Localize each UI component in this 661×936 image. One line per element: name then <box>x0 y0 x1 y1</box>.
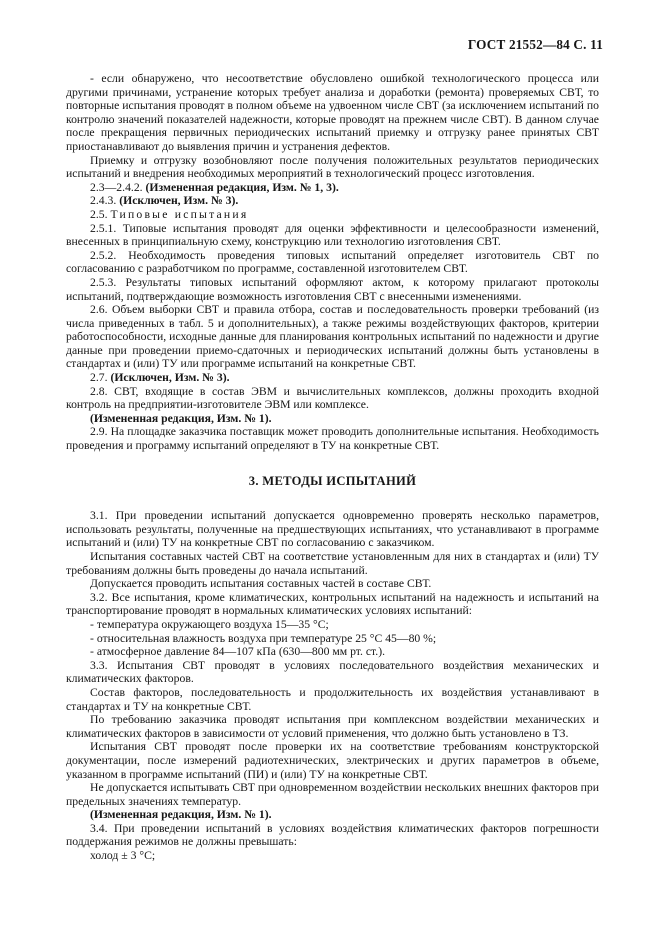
list-item: - относительная влажность воздуха при температуре 25 °С 45—80 %; <box>90 631 437 645</box>
clause-number: 2.3—2.4.2. <box>90 180 143 194</box>
paragraph: Не допускается испытывать СВТ при одновременном воздействии нескольких внешних факторов при предельных значениях температур. <box>66 781 599 808</box>
paragraph: 3.2. Все испытания, кроме климатических, контрольных испытаний на надежность и испытаний на транспортирование проводят в нормальных климатических условиях испытаний: <box>66 590 599 618</box>
list-item: - атмосферное давление 84—107 кПа (630—800 мм рт. ст.). <box>90 645 386 659</box>
clause-2-5-heading <box>66 208 599 222</box>
paragraph: 3.4. При проведении испытаний в условиях воздействия климатических факторов погрешности поддержания режимов не должны превышать: <box>66 821 599 849</box>
paragraph: холод ± 3 °С; <box>90 849 156 863</box>
paragraph: 2.8. СВТ, входящие в состав ЭВМ и вычислительных комплексов, должны проходить входной контроль на предприятии-изготовителе ЭВМ или комплексе. <box>66 384 599 412</box>
amendment-note: (Измененная редакция, Изм. № 1). <box>90 411 272 425</box>
paragraph: 2.6. Объем выборки СВТ и правила отбора, состав и последовательность проверки требований (из числа приведенных в табл. 5 и дополнительных), а также режимы воздействующих факторов, критерии работоспособности, исходные данные для планирования контрольных испытаний по надежности и другие данные при проведении приемо-сдаточных и периодических испытаний должны быть установлены в стандартах и (или) ТУ или программе испытаний на конкретные СВТ. <box>66 303 599 371</box>
paragraph: 2.5.1. Типовые испытания проводят для оценки эффективности и целесообразности изменений, внесенных в принципиальную схему, конструкцию или технологию изготовления СВТ. <box>66 221 599 249</box>
paragraph: 3.3. Испытания СВТ проводят в условиях последовательного воздействия механических и климатических факторов. <box>66 658 599 686</box>
clause-number: 2.5. <box>90 207 108 221</box>
paragraph: Приемку и отгрузку возобновляют после получения положительных результатов периодических испытаний и внедрения необходимых мероприятий в технологический процесс изготовления. <box>66 153 599 181</box>
paragraph: 2.5.3. Результаты типовых испытаний оформляют актом, к которому прилагают протоколы испытаний, подтверждающие возможность изготовления СВТ с внесенными изменениями. <box>66 275 599 303</box>
paragraph: Испытания составных частей СВТ на соответствие установленным для них в стандартах и (или) ТУ требованиям должны быть проведены до начала испытаний. <box>66 550 599 577</box>
paragraph: 3.1. При проведении испытаний допускается одновременно проверять несколько параметров, использовать результаты, полученные на предшествующих испытаниях, что устанавливают в программе испытаний и (или) ТУ на конкретные СВТ по согласованию с заказчиком. <box>66 509 599 550</box>
paragraph: Состав факторов, последовательность и продолжительность их воздействия устанавливают в стандартах и ТУ на конкретные СВТ. <box>66 685 599 713</box>
amendment-note: (Измененная редакция, Изм. № 1). <box>90 808 272 822</box>
clause-number: 2.4.3. <box>90 194 117 208</box>
subsection-title: Типовые испытания <box>110 207 249 221</box>
paragraph: Испытания СВТ проводят после проверки их на соответствие требованиям конструкторской документации, после измерений радиотехнических, электрических и других параметров в объеме, указанном в программе испытаний (ПИ) и (или) ТУ на конкретные СВТ. <box>66 740 599 781</box>
amendment-note: (Исключен, Изм. № 3). <box>110 371 230 385</box>
clause-2-7 <box>66 371 599 385</box>
paragraph: Допускается проводить испытания составных частей в составе СВТ. <box>90 577 432 591</box>
page-content <box>66 72 599 863</box>
clause-2-4-3 <box>66 194 599 208</box>
paragraph: 2.5.2. Необходимость проведения типовых испытаний определяет изготовитель СВТ по согласованию с разработчиком по программе, составленной изготовителем СВТ. <box>66 248 599 276</box>
amendment-note: (Исключен, Изм. № 3). <box>119 194 239 208</box>
paragraph: По требованию заказчика проводят испытания при комплексном воздействии механических и климатических факторов в зависимости от условий применения, что должно быть установлено в ТЗ. <box>66 713 599 740</box>
clause-number: 2.7. <box>90 371 108 385</box>
amendment-note: (Измененная редакция, Изм. № 1, 3). <box>145 180 339 194</box>
list-item: - температура окружающего воздуха 15—35 °С; <box>90 617 329 631</box>
running-header: ГОСТ 21552—84 С. 11 <box>467 37 603 52</box>
paragraph: 2.9. На площадке заказчика поставщик может проводить дополнительные испытания. Необходимость проведения и программу испытаний определяют в ТУ на конкретные СВТ. <box>66 425 599 453</box>
section-title: 3. МЕТОДЫ ИСПЫТАНИЙ <box>248 473 417 488</box>
paragraph: - если обнаружено, что несоответствие обусловлено ошибкой технологического процесса или другими причинами, устранение которых требует анализа и доработки (ремонта) проверяемых СВТ, то повторные испытания проводят в полном объеме на удвоенном числе СВТ (за исключением испытаний по контролю значений показателей надежности, которые проводят на прежнем числе СВТ). В данном случае после прекращения первичных периодических испытаний приемку и отгрузку ранее принятых СВТ приостанавливают до выявления причин и устранения дефектов. <box>66 72 599 153</box>
clause-2-3 <box>66 181 599 195</box>
